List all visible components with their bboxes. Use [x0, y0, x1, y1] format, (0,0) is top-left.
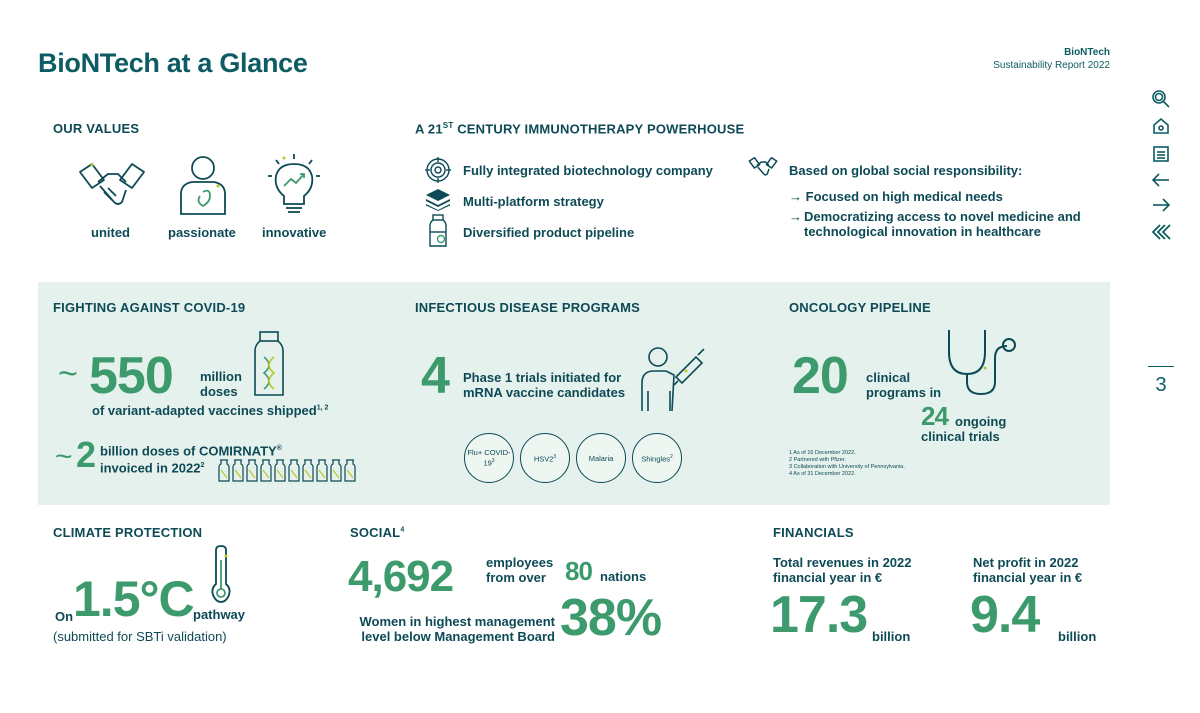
- program-malaria: [576, 433, 626, 483]
- program-label: Flu+ COVID-19: [467, 448, 511, 468]
- value-united: united: [91, 225, 130, 240]
- ongoing-trials-words: ongoing clinical trials: [921, 414, 1007, 444]
- employees-text: employees from over: [486, 555, 554, 585]
- values-heading: OUR VALUES: [53, 121, 140, 136]
- social-heading: [350, 525, 404, 540]
- page-title: BioNTech at a Glance: [38, 48, 308, 78]
- phase1-number: 4: [421, 347, 449, 405]
- report-brand: [993, 46, 1110, 72]
- back-icon[interactable]: [1150, 169, 1172, 191]
- footnotes: [789, 450, 905, 478]
- clinical-programs-text: clinical programs in: [866, 370, 942, 400]
- climate-on: On: [55, 609, 74, 624]
- comirnaty-number: 2: [76, 434, 96, 475]
- comirnaty-line: invoiced in 2022: [100, 460, 201, 476]
- handshake-icon: [78, 160, 146, 216]
- registered-mark: ®: [276, 445, 282, 452]
- social-heading-text: SOCIAL: [350, 525, 401, 540]
- revenue-unit: billion: [872, 629, 911, 644]
- program-shingles: [632, 433, 682, 483]
- social-point-text: Focused on high medical needs: [805, 189, 1003, 204]
- footnote-ref: 2: [200, 462, 205, 470]
- doses-number: 550: [89, 347, 173, 405]
- forward-icon[interactable]: [1150, 194, 1172, 216]
- value-passionate: passionate: [168, 225, 236, 240]
- contents-icon[interactable]: [1150, 143, 1172, 165]
- brand-name: BioNTech: [1064, 47, 1110, 58]
- covid-heading: FIGHTING AGAINST COVID-19: [53, 300, 246, 315]
- climate-pathway: pathway: [193, 607, 246, 622]
- search-icon[interactable]: [1150, 88, 1172, 110]
- report-name: Sustainability Report 2022: [993, 60, 1110, 71]
- first-page-icon[interactable]: [1150, 221, 1172, 243]
- women-percentage: 38%: [560, 589, 662, 647]
- oncology-heading: ONCOLOGY PIPELINE: [789, 300, 931, 315]
- heading-part: CENTURY IMMUNOTHERAPY POWERHOUSE: [453, 121, 745, 137]
- program-label: Shingles: [641, 454, 670, 464]
- ongoing-trials-label: [921, 414, 1011, 444]
- powerhouse-item: Multi-platform strategy: [463, 194, 604, 209]
- social-point-text: Democratizing access to novel medicine and technological innovation in healthcare: [804, 209, 1081, 239]
- profit-value: 9.4: [970, 586, 1040, 644]
- page-divider: [1148, 366, 1174, 367]
- social-point: → Democratizing access to novel medicine and technological innovation in healthcare: [789, 209, 1099, 239]
- financials-heading: FINANCIALS: [773, 525, 854, 540]
- footnote-ref: 2: [670, 453, 673, 460]
- employees-number: 4,692: [348, 552, 454, 601]
- layers-icon: [424, 187, 452, 211]
- powerhouse-heading: [415, 121, 744, 136]
- program-flu-covid: [464, 433, 514, 483]
- program-label: HSV2: [533, 454, 554, 464]
- revenue-value: 17.3: [770, 586, 868, 644]
- vaccine-vial-icon: [254, 331, 284, 397]
- social-responsibility-title: Based on global social responsibility:: [789, 163, 1023, 178]
- footnote-ref: 3: [491, 458, 495, 465]
- doses-description: [92, 403, 328, 418]
- nations-text: nations: [600, 569, 647, 584]
- thermometer-icon: [209, 544, 233, 604]
- program-label: Malaria: [588, 453, 614, 463]
- footnote-ref: 4: [400, 526, 405, 534]
- infectious-heading: INFECTIOUS DISEASE PROGRAMS: [415, 300, 640, 315]
- climate-heading: CLIMATE PROTECTION: [53, 525, 203, 540]
- women-text: Women in highest management level below Management Board: [359, 614, 555, 644]
- footnote: 4 As of 31 December 2022.: [789, 471, 856, 477]
- doses-unit: million doses: [200, 369, 242, 399]
- value-innovative: innovative: [262, 225, 327, 240]
- stethoscope-icon: [943, 328, 1019, 398]
- profit-unit: billion: [1058, 629, 1097, 644]
- person-heart-icon: [178, 154, 228, 216]
- doses-desc-text: of variant-adapted vaccines shipped: [92, 403, 317, 418]
- approx-sign: ~: [55, 440, 72, 473]
- nations-number: 80: [565, 556, 592, 586]
- program-hsv2: [520, 433, 570, 483]
- ongoing-trials-number: 24: [921, 401, 948, 431]
- clinical-programs-number: 20: [792, 347, 848, 405]
- footnote-ref: 1, 2: [316, 404, 329, 412]
- vial-row-icon: [218, 456, 366, 482]
- heading-sup: ST: [442, 121, 454, 130]
- phase1-text: Phase 1 trials initiated for mRNA vaccine candidates: [463, 370, 626, 400]
- approx-sign: ~: [58, 355, 77, 393]
- vial-icon: [428, 214, 448, 248]
- powerhouse-item: Diversified product pipeline: [463, 225, 635, 240]
- handshake-icon: [748, 156, 778, 180]
- climate-target: 1.5°C: [73, 571, 194, 627]
- footnote-ref: 3: [553, 453, 557, 460]
- lightbulb-icon: [266, 152, 322, 216]
- person-syringe-icon: [638, 343, 706, 415]
- social-point: → Focused on high medical needs: [789, 189, 1003, 204]
- footnote: 3 Collaboration with University of Pennsylvania.: [789, 464, 905, 470]
- powerhouse-item: Fully integrated biotechnology company: [463, 163, 713, 178]
- climate-note: (submitted for SBTi validation): [53, 629, 227, 644]
- footnote: 1 As of 16 December 2022.: [789, 450, 856, 456]
- page-number: 3: [1155, 374, 1167, 396]
- profit-label: Net profit in 2022 financial year in €: [973, 555, 1083, 585]
- home-icon[interactable]: [1150, 115, 1172, 137]
- revenue-label: Total revenues in 2022 financial year in €: [773, 555, 912, 585]
- footnote: 2 Partnered with Pfizer.: [789, 457, 846, 463]
- comirnaty-line: billion doses of COMIRNATY: [100, 443, 277, 459]
- cell-target-icon: [425, 157, 451, 183]
- heading-part: A 21: [415, 121, 443, 137]
